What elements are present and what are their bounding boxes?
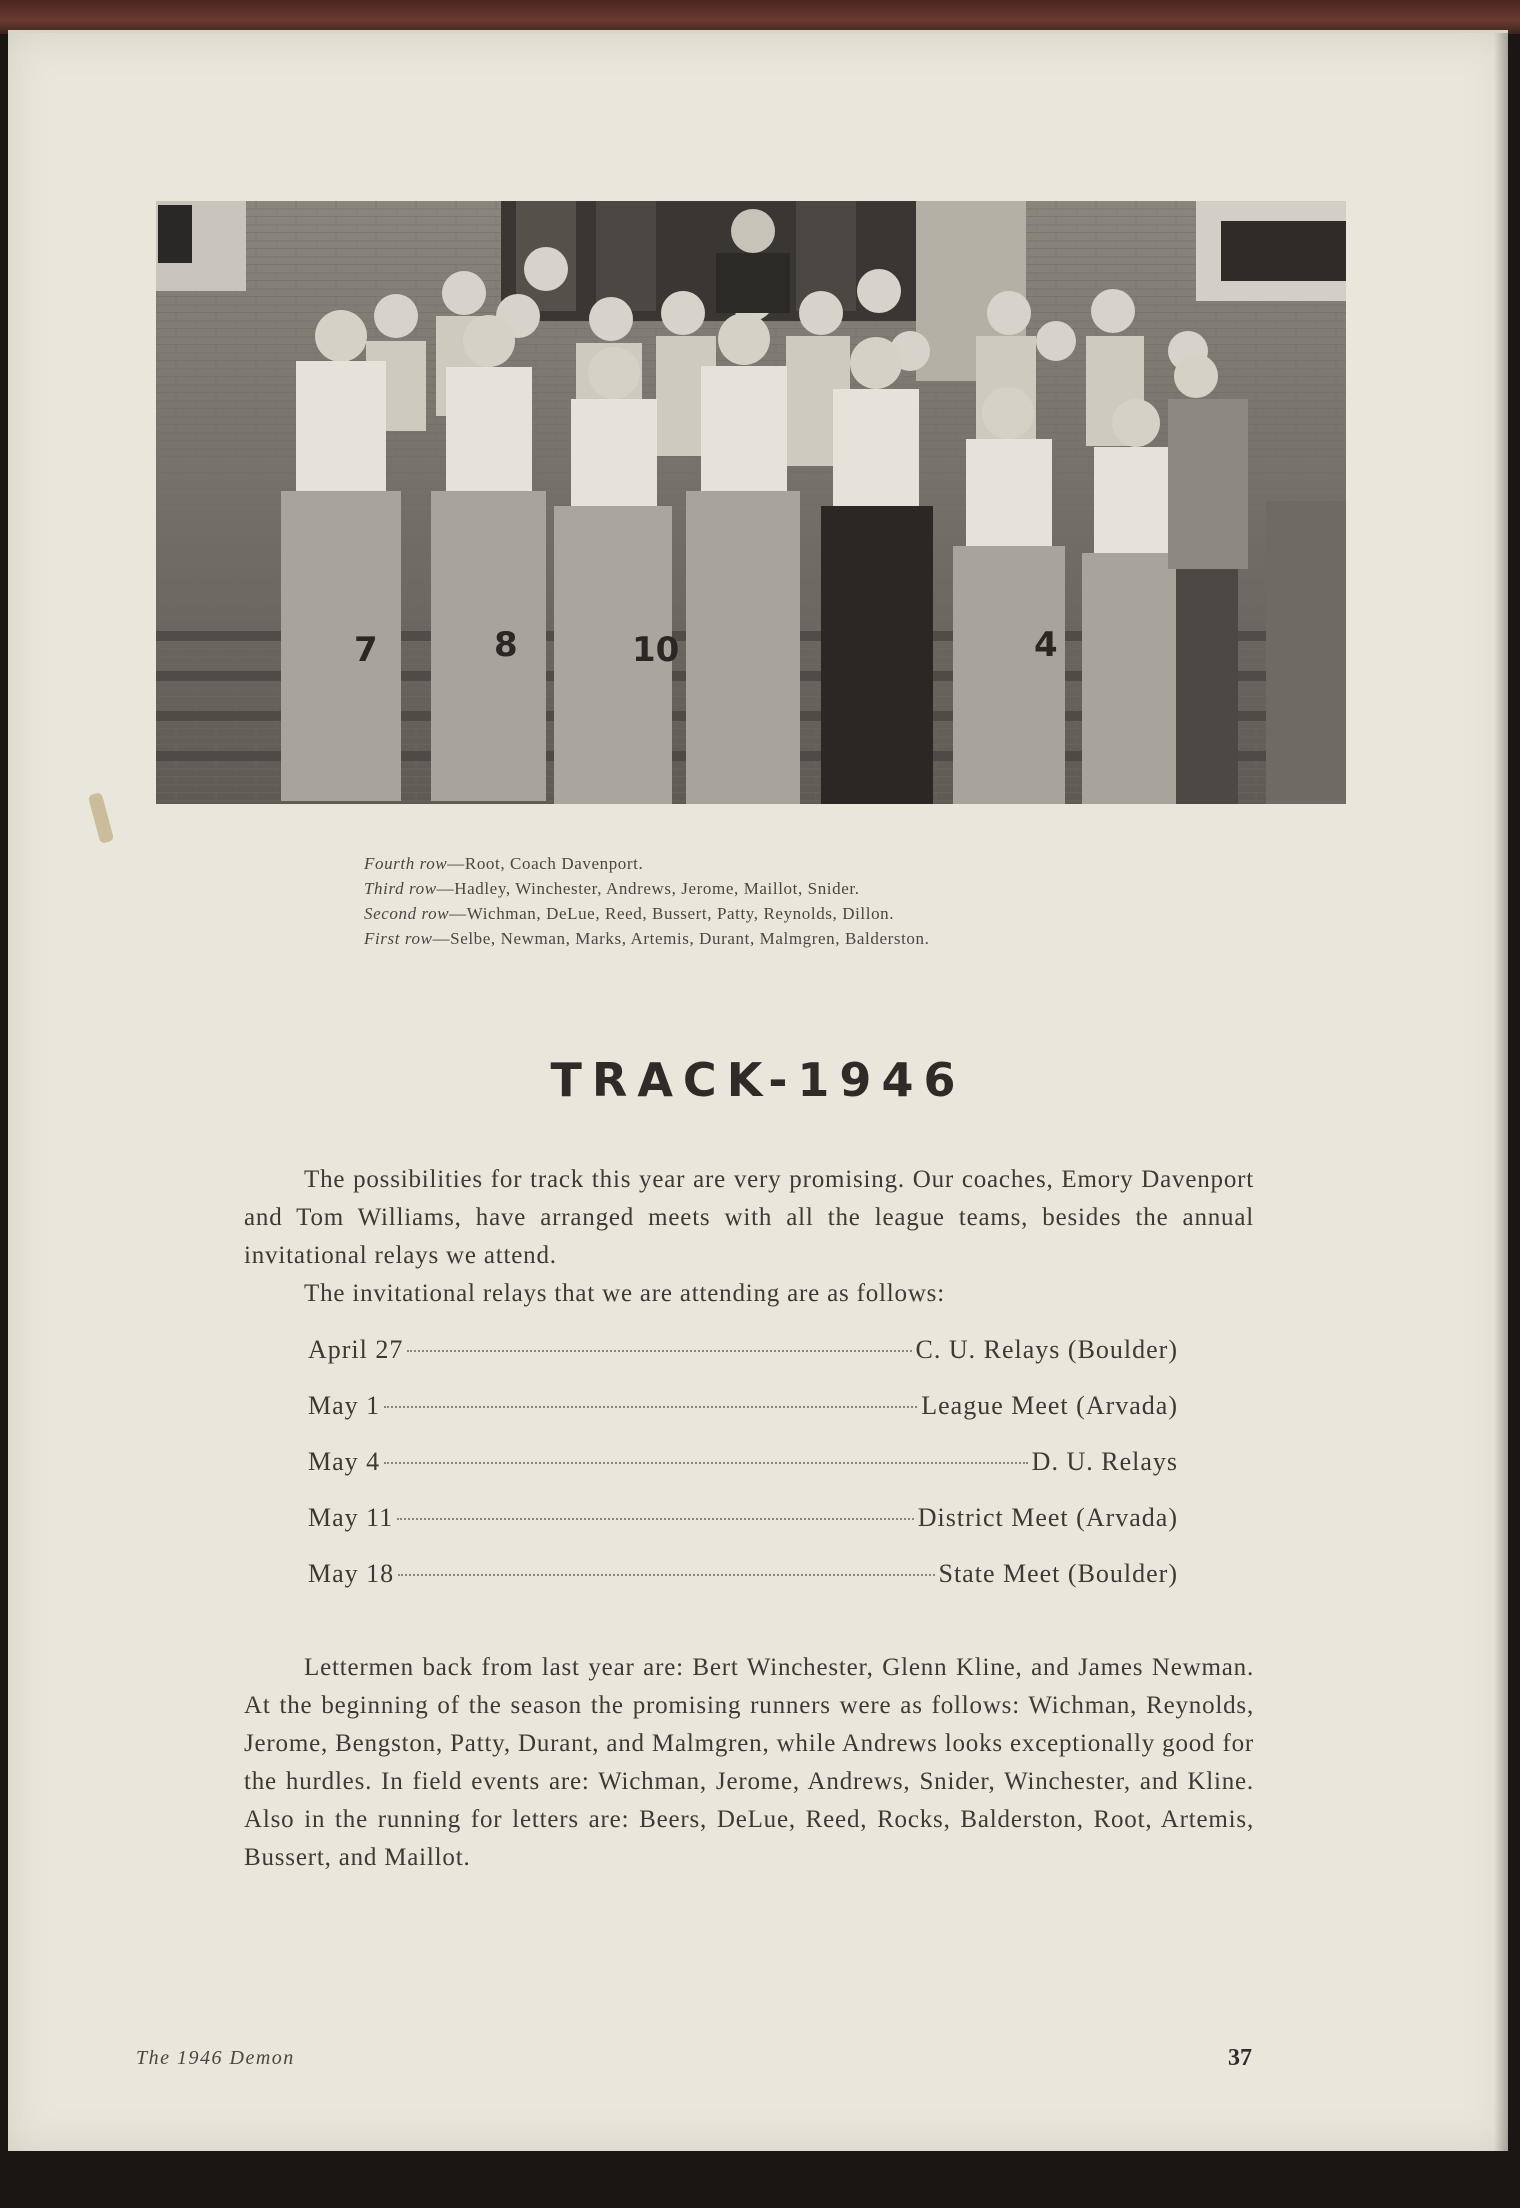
caption-line <box>364 926 1264 951</box>
yearbook-page <box>8 30 1508 2151</box>
caption-row-label: First row <box>364 929 433 948</box>
relay-event: League Meet (Arvada) <box>921 1391 1178 1420</box>
lettermen-section <box>244 1649 1254 1877</box>
team-photo-image <box>156 201 1346 804</box>
page-number: 37 <box>1228 2045 1252 2071</box>
relay-event: D. U. Relays <box>1031 1447 1178 1476</box>
relay-date: April 27 <box>308 1335 404 1364</box>
leader-dots <box>384 1462 1028 1464</box>
intro-paragraph: The possibilities for track this year are very promising. Our coaches, Emory Davenport and Tom Williams, have arranged meets with all the league teams, besides the annual invitational relays we attend. <box>244 1166 1254 1269</box>
relay-row <box>308 1335 1178 1391</box>
relay-event: C. U. Relays (Boulder) <box>915 1335 1178 1364</box>
page-title: TRACK-1946 <box>550 1053 966 1107</box>
caption-names: —Root, Coach Davenport. <box>447 854 644 873</box>
photo-captions <box>364 851 1264 951</box>
intro-section <box>244 1161 1254 1313</box>
page-stain <box>88 792 114 844</box>
jersey-number-10: 10 <box>632 630 680 670</box>
relay-schedule <box>308 1335 1178 1615</box>
jersey-number-4: 4 <box>1034 625 1058 665</box>
leader-dots <box>407 1350 911 1352</box>
relay-date: May 18 <box>308 1559 395 1588</box>
caption-line <box>364 901 1264 926</box>
lettermen-paragraph: Lettermen back from last year are: Bert Winchester, Glenn Kline, and James Newman. At the beginning of the season the promising runners were as follows: Wichman, Reynolds, Jerome, Bengston, Patty, Durant, and Malmgren, while Andrews looks exceptionally good for the hurdles. In field events are: Wichman, Jerome, Andrews, Snider, Winchester, and Kline. Also in the running for letters are: Beers, DeLue, Reed, Rocks, Balderston, Root, Artemis, Bussert, and Maillot. <box>244 1654 1254 1871</box>
jersey-number-8: 8 <box>494 625 518 665</box>
jersey-number-7: 7 <box>354 630 378 670</box>
team-photo <box>156 201 1346 804</box>
caption-row-label: Second row <box>364 904 450 923</box>
relay-row <box>308 1503 1178 1559</box>
leader-dots <box>397 1518 914 1520</box>
caption-line <box>364 876 1264 901</box>
leader-dots <box>384 1406 917 1408</box>
relay-row <box>308 1447 1178 1503</box>
relay-row <box>308 1391 1178 1447</box>
caption-names: —Hadley, Winchester, Andrews, Jerome, Maillot, Snider. <box>436 879 860 898</box>
relay-event: District Meet (Arvada) <box>917 1503 1178 1532</box>
relay-date: May 11 <box>308 1503 394 1532</box>
caption-row-label: Third row <box>364 879 437 898</box>
book-top-edge <box>0 0 1520 34</box>
relay-row <box>308 1559 1178 1615</box>
caption-line <box>364 851 1264 876</box>
caption-row-label: Fourth row <box>364 854 448 873</box>
leader-dots <box>398 1574 934 1576</box>
relay-date: May 1 <box>308 1391 381 1420</box>
caption-names: —Wichman, DeLue, Reed, Bussert, Patty, Reynolds, Dillon. <box>449 904 895 923</box>
relay-date: May 4 <box>308 1447 381 1476</box>
publication-footer: The 1946 Demon <box>136 2047 295 2069</box>
caption-names: —Selbe, Newman, Marks, Artemis, Durant, Malmgren, Balderston. <box>432 929 930 948</box>
relays-intro-paragraph: The invitational relays that we are attending are as follows: <box>304 1280 945 1307</box>
relay-event: State Meet (Boulder) <box>938 1559 1178 1588</box>
